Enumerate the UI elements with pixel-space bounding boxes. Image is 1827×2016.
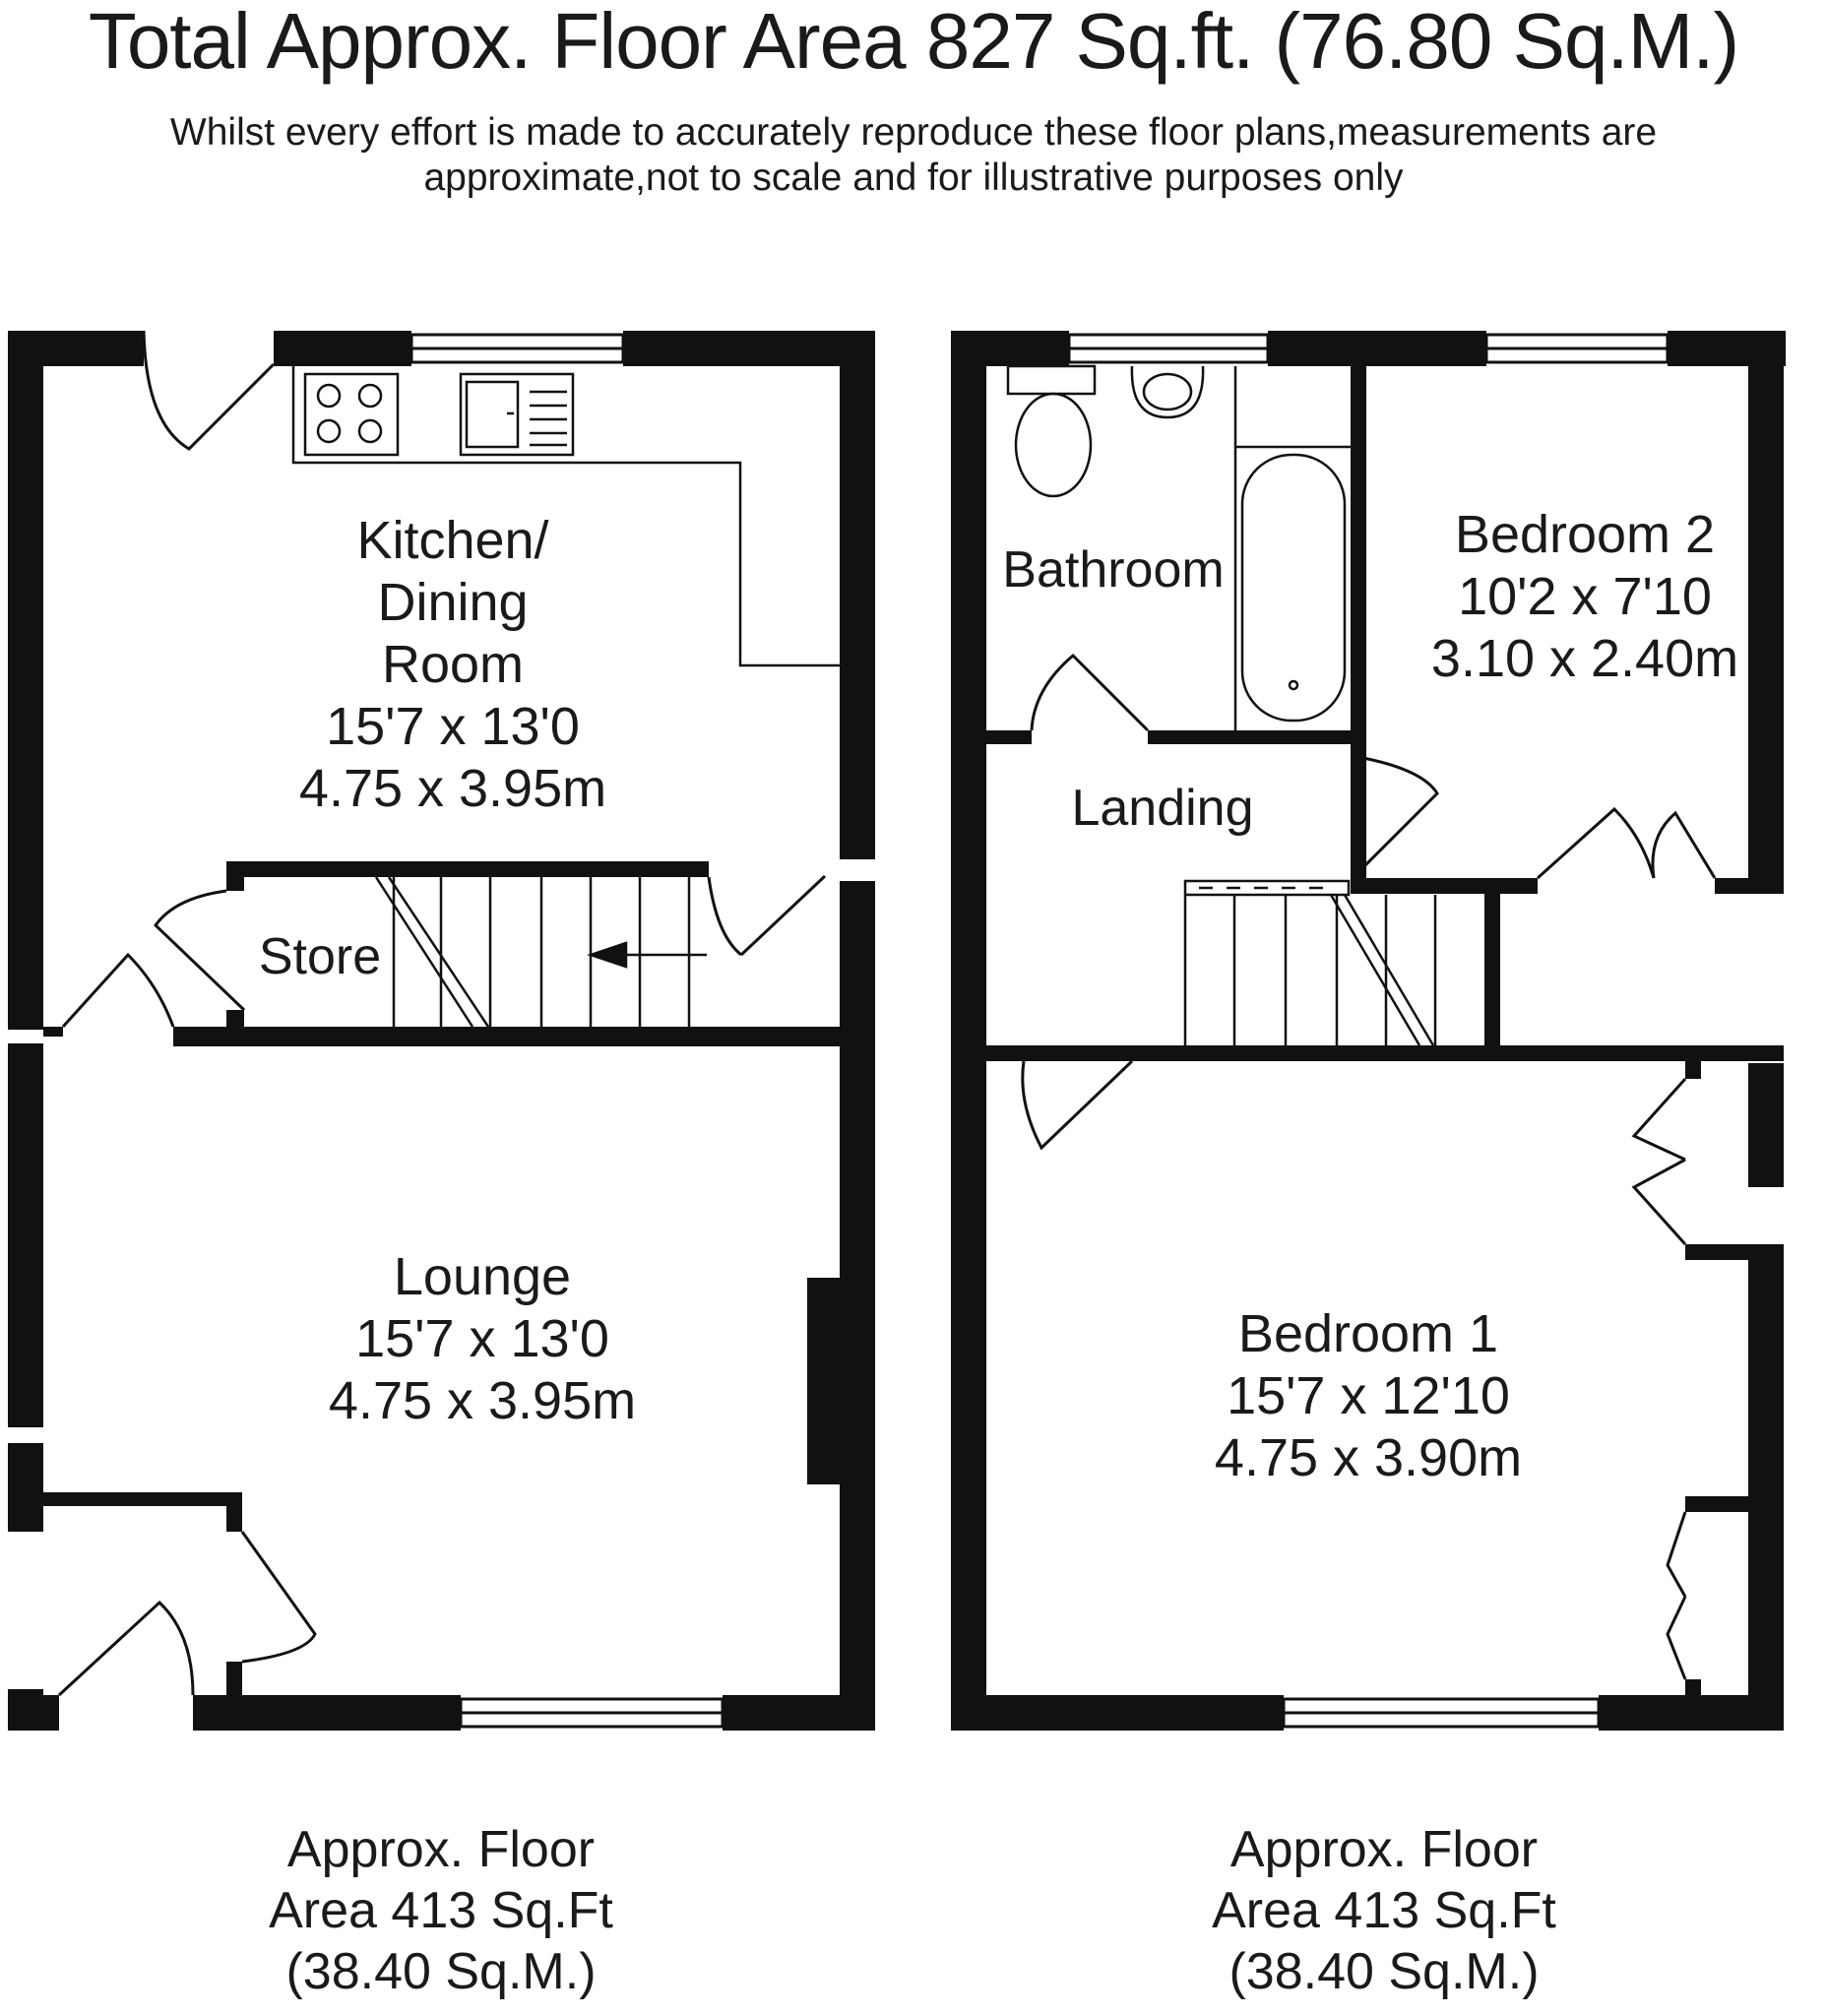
room-name: Landing [1071, 780, 1254, 837]
hob-icon [305, 374, 398, 455]
room-dimensions-imperial: 15'7 x 13'0 [355, 1309, 609, 1368]
room-name: Bedroom 2 [1454, 505, 1716, 564]
landing-label [1059, 778, 1266, 840]
room-name: Room [381, 635, 525, 694]
disclaimer-line: Whilst every effort is made to accurately reproduce these floor plans,measurements are [169, 111, 1658, 154]
disclaimer-line: approximate,not to scale and for illustrative purposes only [423, 157, 1404, 199]
area-text: (38.40 Sq.M.) [1228, 1943, 1540, 2000]
page-title: Total Approx. Floor Area 827 Sq.ft. (76.80 Sq.M.) [88, 0, 1739, 85]
area-text: (38.40 Sq.M.) [285, 1943, 597, 2000]
ground-floor-stairs [376, 877, 707, 1027]
room-dimensions-metric: 3.10 x 2.40m [1430, 629, 1739, 688]
area-text: Approx. Floor [1229, 1821, 1539, 1878]
area-text: Area 413 Sq.Ft [269, 1882, 613, 1939]
store-label [246, 926, 394, 988]
first-floor-stairs [1185, 881, 1435, 1045]
room-dimensions-metric: 4.75 x 3.90m [1214, 1428, 1523, 1487]
room-name: Store [258, 928, 382, 985]
bedroom2-label [1388, 504, 1782, 690]
room-dimensions-imperial: 15'7 x 13'0 [326, 697, 580, 756]
room-dimensions-metric: 4.75 x 3.95m [328, 1371, 637, 1430]
room-dimensions-imperial: 15'7 x 12'10 [1227, 1366, 1510, 1425]
toilet-cistern-icon [1008, 366, 1095, 394]
room-name: Bathroom [1002, 541, 1225, 598]
room-dimensions-imperial: 10'2 x 7'10 [1458, 567, 1712, 626]
room-name: Dining [377, 573, 529, 632]
room-name: Bedroom 1 [1237, 1304, 1499, 1363]
bedroom1-label [1171, 1303, 1565, 1489]
area-text: Approx. Floor [286, 1821, 596, 1878]
toilet-icon [1016, 394, 1091, 496]
kitchen-label [256, 510, 650, 820]
room-name: Kitchen/ [356, 511, 549, 570]
area-text: Area 413 Sq.Ft [1212, 1882, 1556, 1939]
bathroom-label [1000, 539, 1227, 601]
first-floor-area [1187, 1819, 1581, 2002]
stair-arrow-icon [591, 943, 626, 967]
room-name: Lounge [393, 1247, 572, 1306]
ground-floor-area [244, 1819, 638, 2002]
lounge-label [285, 1246, 679, 1432]
room-dimensions-metric: 4.75 x 3.95m [298, 759, 607, 818]
